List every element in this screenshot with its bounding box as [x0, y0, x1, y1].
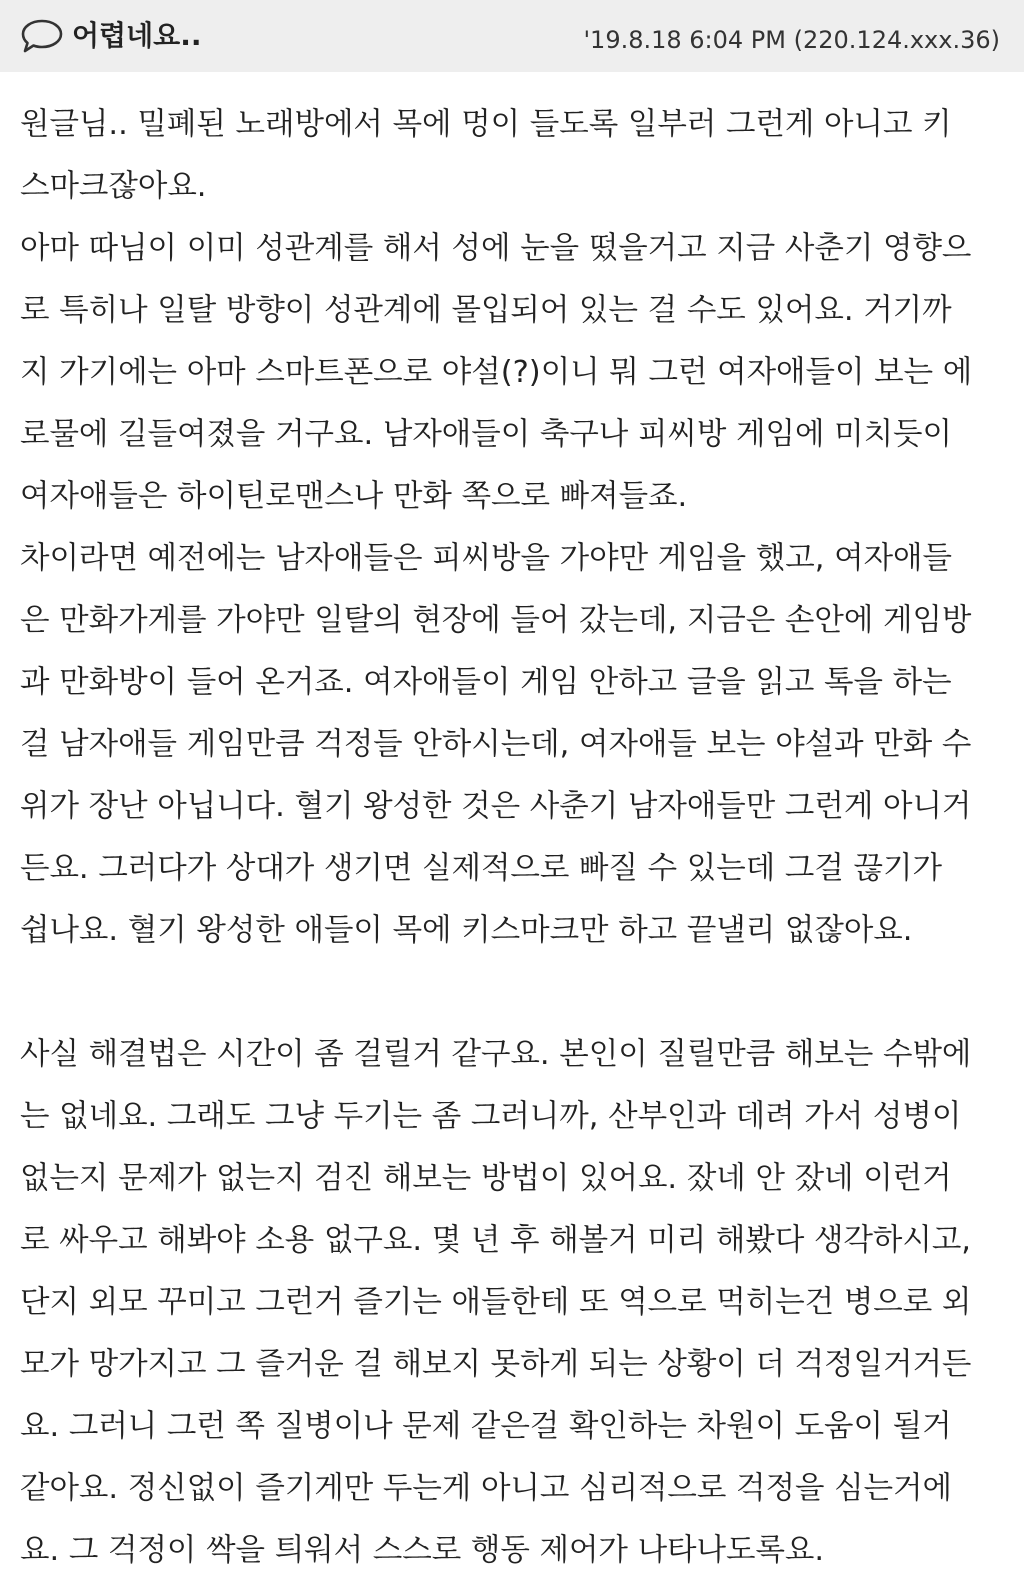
body-line: 모가 망가지고 그 즐거운 걸 해보지 못하게 되는 상황이 더 걱정일거거든	[20, 1347, 972, 1382]
body-line: 는 없네요. 그래도 그냥 두기는 좀 그러니까, 산부인과 데려 가서 성병이	[20, 1099, 962, 1134]
body-line: 과 만화방이 들어 온거죠. 여자애들이 게임 안하고 글을 읽고 톡을 하는	[20, 665, 952, 700]
comment-body	[20, 94, 1010, 1582]
body-line: 아마 따님이 이미 성관계를 해서 성에 눈을 떴을거고 지금 사춘기 영향으	[20, 231, 972, 266]
speech-bubble-icon	[20, 18, 64, 54]
body-line: 로 특히나 일탈 방향이 성관계에 몰입되어 있는 걸 수도 있어요. 거기까	[20, 293, 952, 328]
body-line: 지 가기에는 아마 스마트폰으로 야설(?)이니 뭐 그런 여자애들이 보는 에	[20, 355, 973, 390]
body-line: 단지 외모 꾸미고 그런거 즐기는 애들한테 또 역으로 먹히는건 병으로 외	[20, 1285, 972, 1320]
comment-header	[0, 0, 1024, 72]
body-line: 같아요. 정신없이 즐기게만 두는게 아니고 심리적으로 걱정을 심는거에	[20, 1471, 952, 1506]
body-line: 없는지 문제가 없는지 검진 해보는 방법이 있어요. 잤네 안 잤네 이런거	[20, 1161, 952, 1196]
body-line: 쉽나요. 혈기 왕성한 애들이 목에 키스마크만 하고 끝낼리 없잖아요.	[20, 913, 913, 948]
body-line: 요. 그 걱정이 싹을 틔워서 스스로 행동 제어가 나타나도록요.	[20, 1533, 825, 1568]
comment-meta: '19.8.18 6:04 PM (220.124.xxx.36)	[583, 26, 1000, 54]
comment-author: 어렵네요..	[72, 19, 202, 52]
paragraph-break	[20, 962, 1010, 1024]
body-line: 여자애들은 하이틴로맨스나 만화 쪽으로 빠져들죠.	[20, 479, 688, 514]
body-line: 스마크잖아요.	[20, 169, 207, 204]
body-line: 은 만화가게를 가야만 일탈의 현장에 들어 갔는데, 지금은 손안에 게임방	[20, 603, 972, 638]
body-line: 위가 장난 아닙니다. 혈기 왕성한 것은 사춘기 남자애들만 그런게 아니거	[20, 789, 972, 824]
body-line: 로 싸우고 해봐야 소용 없구요. 몇 년 후 해볼거 미리 해봤다 생각하시고,	[20, 1223, 971, 1258]
body-line: 걸 남자애들 게임만큼 걱정들 안하시는데, 여자애들 보는 야설과 만화 수	[20, 727, 972, 762]
body-line: 요. 그러니 그런 쪽 질병이나 문제 같은걸 확인하는 차원이 도움이 될거	[20, 1409, 952, 1444]
body-line: 로물에 길들여졌을 거구요. 남자애들이 축구나 피씨방 게임에 미치듯이	[20, 417, 952, 452]
body-line: 차이라면 예전에는 남자애들은 피씨방을 가야만 게임을 했고, 여자애들	[20, 541, 952, 576]
body-line: 원글님.. 밀폐된 노래방에서 목에 멍이 들도록 일부러 그런게 아니고 키	[20, 107, 952, 142]
body-line: 사실 해결법은 시간이 좀 걸릴거 같구요. 본인이 질릴만큼 해보는 수밖에	[20, 1037, 972, 1072]
body-line: 든요. 그러다가 상대가 생기면 실제적으로 빠질 수 있는데 그걸 끊기가	[20, 851, 942, 886]
